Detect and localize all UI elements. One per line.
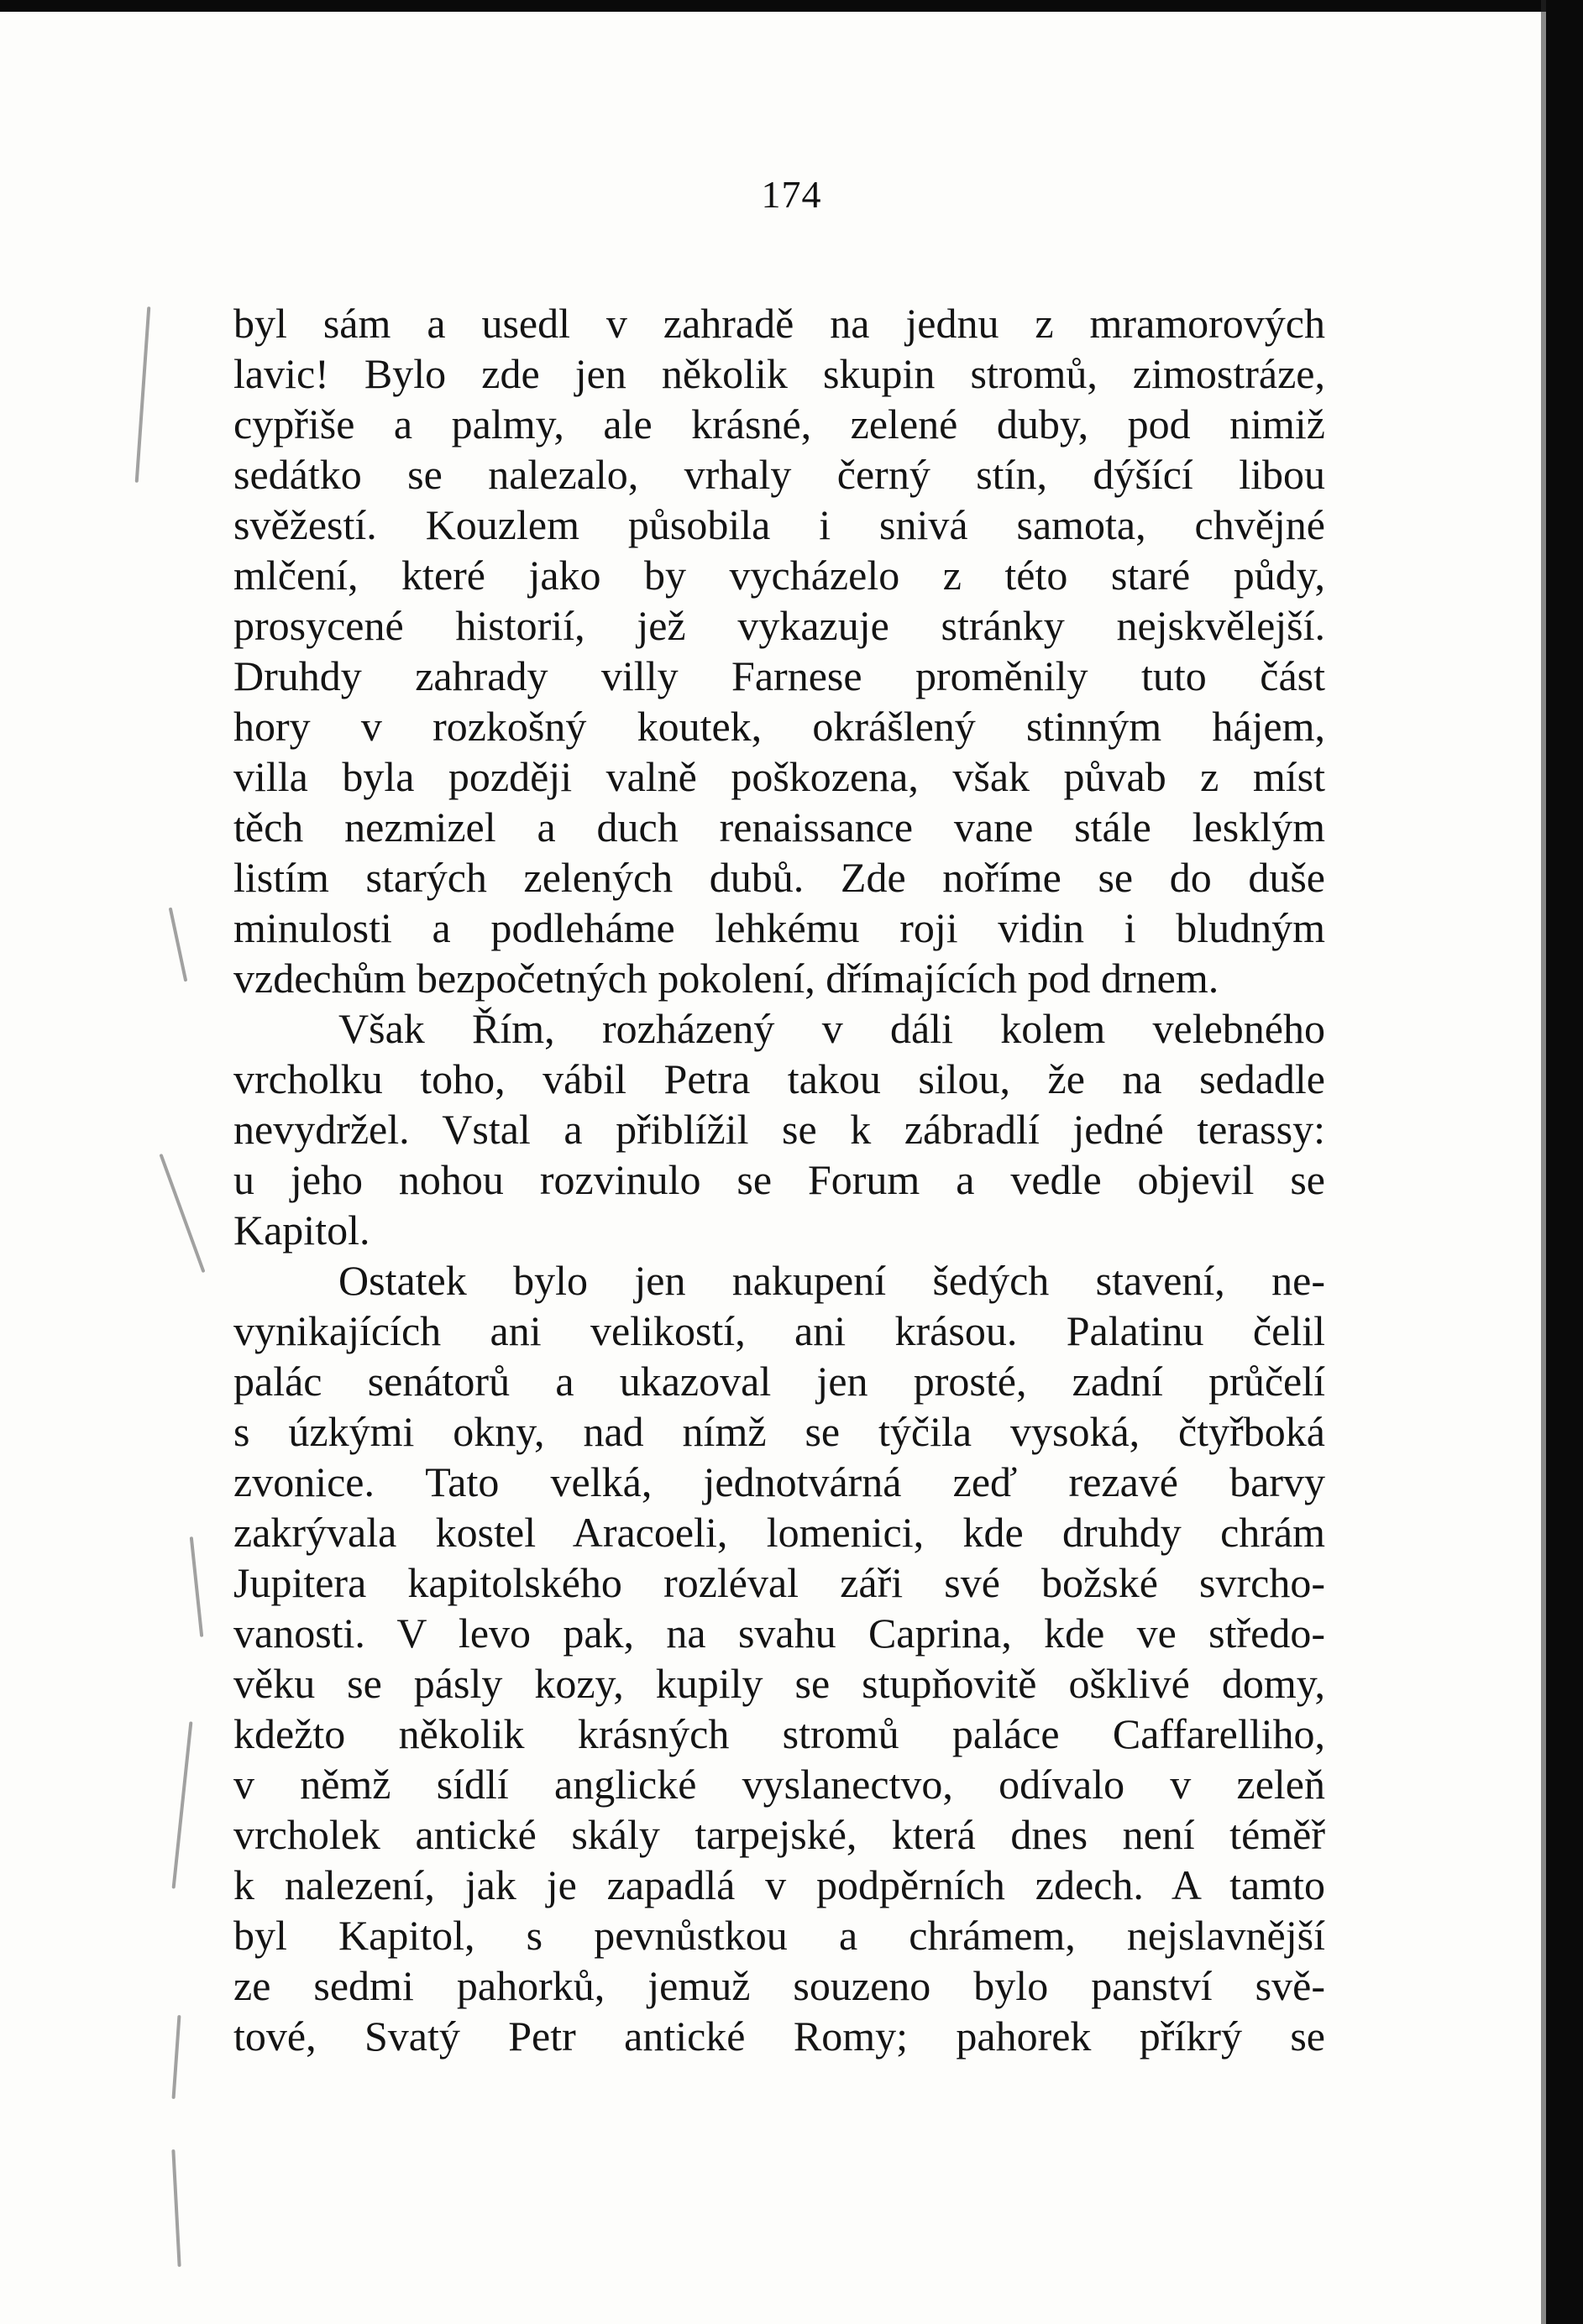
text-line: zakrývala kostel Aracoeli, lomenici, kde druhdy chrám xyxy=(233,1509,1325,1556)
margin-pencil-mark xyxy=(135,306,151,483)
text-line: cypřiše a palmy, ale krásné, zelené duby, pod nimiž xyxy=(233,400,1325,448)
scan-top-border xyxy=(0,0,1583,12)
text-line: Druhdy zahrady villy Farnese proměnily tuto část xyxy=(233,652,1325,699)
text-line: nevydržel. Vstal a přiblížil se k zábradlí jedné terassy: xyxy=(233,1106,1325,1153)
margin-pencil-mark xyxy=(172,1721,193,1888)
text-line: Jupitera kapitolského rozléval záři své božské svrcho- xyxy=(233,1559,1325,1606)
text-line: byl Kapitol, s pevnůstkou a chrámem, nejslavnější xyxy=(233,1912,1325,1959)
text-line: v němž sídlí anglické vyslanectvo, odívalo v zeleň xyxy=(233,1761,1325,1808)
text-line: listím starých zelených dubů. Zde noříme se do duše xyxy=(233,854,1325,901)
text-line: vzdechům bezpočetných pokolení, dřímajících pod drnem. xyxy=(233,955,1219,1002)
text-line: věku se pásly kozy, kupily se stupňovitě ošklivé domy, xyxy=(233,1660,1325,1707)
text-line: sedátko se nalezalo, vrhaly černý stín, dýšící libou xyxy=(233,451,1325,498)
text-line: prosycené historií, jež vykazuje stránky nejskvělejší. xyxy=(233,602,1325,649)
text-line: kdežto několik krásných stromů paláce Caffarelliho, xyxy=(233,1710,1325,1757)
margin-pencil-mark xyxy=(190,1536,204,1637)
margin-pencil-mark xyxy=(171,2149,181,2267)
text-line: vrcholku toho, vábil Petra takou silou, že na sedadle xyxy=(233,1055,1325,1102)
margin-pencil-mark xyxy=(159,1154,205,1273)
text-line: Ostatek bylo jen nakupení šedých stavení, ne- xyxy=(338,1257,1325,1304)
text-line: Kapitol. xyxy=(233,1206,370,1254)
text-line: vrcholek antické skály tarpejské, která dnes není téměř xyxy=(233,1811,1325,1858)
scan-right-border xyxy=(1546,0,1583,2324)
text-line: těch nezmizel a duch renaissance vane stále lesklým xyxy=(233,803,1325,851)
text-line: vynikajících ani velikostí, ani krásou. Palatinu čelil xyxy=(233,1307,1325,1354)
text-line: ze sedmi pahorků, jemuž souzeno bylo panství svě- xyxy=(233,1962,1325,2009)
text-line: villa byla později valně poškozena, však půvab z míst xyxy=(233,753,1325,800)
text-line: byl sám a usedl v zahradě na jednu z mramorových xyxy=(233,300,1325,347)
text-line: minulosti a podleháme lehkému roji vidin i bludným xyxy=(233,904,1325,951)
text-line: mlčení, které jako by vycházelo z této staré půdy, xyxy=(233,552,1325,599)
margin-pencil-mark xyxy=(169,908,188,982)
text-line: k nalezení, jak je zapadlá v podpěrních zdech. A tamto xyxy=(233,1861,1325,1908)
text-line: svěžestí. Kouzlem působila i snivá samota, chvějné xyxy=(233,501,1325,548)
text-line: zvonice. Tato velká, jednotvárná zeď rezavé barvy xyxy=(233,1458,1325,1505)
text-line: lavic! Bylo zde jen několik skupin stromů, zimostráze, xyxy=(233,350,1325,397)
text-line: vanosti. V levo pak, na svahu Caprina, kde ve středo- xyxy=(233,1610,1325,1657)
text-line: u jeho nohou rozvinulo se Forum a vedle objevil se xyxy=(233,1156,1325,1203)
text-line: s úzkými okny, nad nímž se týčila vysoká, čtyřboká xyxy=(233,1408,1325,1455)
text-line: Však Řím, rozházený v dáli kolem velebného xyxy=(338,1005,1325,1052)
page-number: 174 xyxy=(761,173,822,216)
text-line: tové, Svatý Petr antické Romy; pahorek příkrý se xyxy=(233,2013,1325,2060)
text-line: palác senátorů a ukazoval jen prosté, zadní průčelí xyxy=(233,1358,1325,1405)
body-text xyxy=(233,298,1325,2061)
text-line: hory v rozkošný koutek, okrášlený stinným hájem, xyxy=(233,703,1325,750)
margin-pencil-mark xyxy=(172,2015,181,2099)
